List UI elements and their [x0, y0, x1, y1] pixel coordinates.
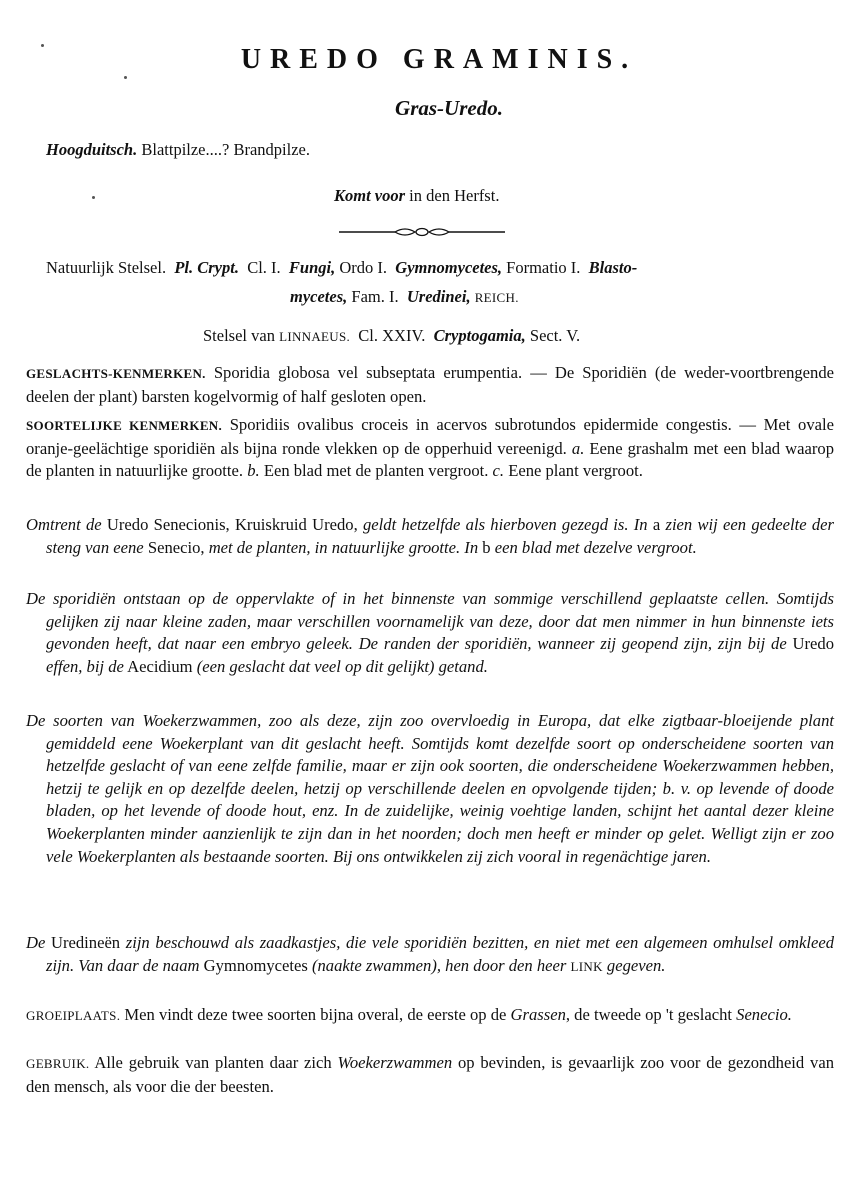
sporidien-paragraph	[26, 588, 834, 678]
groeiplaats-4: Senecio.	[736, 1005, 792, 1024]
omtrent-9: b	[482, 537, 491, 557]
groeiplaats-2: Grassen	[510, 1005, 566, 1024]
natuurlijk-mycetes: mycetes,	[290, 287, 348, 306]
omtrent-10: een blad met dezelve vergroot.	[494, 537, 697, 557]
gebruik-paragraph	[26, 1052, 834, 1098]
page-subtitle: Gras-Uredo.	[395, 96, 503, 120]
gebruik-3: op bevinden, is gevaarlijk zoo voor de gezondheid van den mensch, als voor die der beesten.	[26, 1053, 834, 1096]
soortelijke-a: a.	[571, 438, 585, 458]
natuurlijk-gymno: Gymnomycetes,	[395, 258, 503, 277]
hoogduitsch-text: Blattpilze....? Brandpilze.	[141, 140, 310, 159]
uredineen-1: De	[26, 933, 46, 952]
soortelijke-paragraph	[26, 414, 834, 483]
uredineen-2: Uredineën	[51, 933, 121, 952]
soortelijke-text-2: Eene grashalm met een blad waarop de planten in natuurlijke grootte.	[26, 438, 834, 481]
sporidien-5: (een geslacht dat veel op dit gelijkt) getand.	[196, 656, 488, 676]
natuurlijk-cl: Cl. I.	[247, 258, 281, 277]
soorten-paragraph: De soorten van Woekerzwammen, zoo als deze, zijn zoo overvloedig in Europa, dat elke zigtbaar-bloeijende plant gemiddeld eene Woekerplant van dit geslacht heeft. Somtijds komt dezelfde soort op onderscheidene soorten van hetzelfde geslacht of van eene zelfde familie, maar er zijn ook soorten, die onderscheidene Woekerzwammen hebben, hetzij te gelijk en op dezelfde deelen, hetzij op verschillende deelen en opvolgende tijden; b. v. op levende of doode bladen, op het levende of doode hout, enz. In de zuidelijke, weinig voehtige landen, schijnt het aantal dezer kleine Woekerplanten minder aanzienlijk te zijn dan in het noorden; doch men heeft er minder op gelet. Welligt zijn er zoo vele Woekerplanten als bestaande soorten. Bij ons ontwikkelen zij zich vooral in regenächtige jaren.	[26, 711, 834, 866]
linnaeus-label: Stelsel van	[203, 326, 275, 345]
uredineen-5: (naakte zwammen), hen door den heer	[311, 955, 567, 975]
hoogduitsch-label: Hoogduitsch.	[46, 140, 138, 159]
linnaeus-cl: Cl. XXIV.	[358, 326, 426, 345]
soortelijke-text-3: Een blad met de planten vergroot.	[263, 461, 489, 481]
hoogduitsch-line	[46, 140, 310, 160]
uredineen-paragraph	[26, 932, 834, 978]
linnaeus-name: LINNAEUS.	[279, 329, 351, 344]
omtrent-6: zien wij een gedeelte der steng van eene	[46, 515, 834, 557]
soortelijke-text-1: Sporidiis ovalibus croceis in acervos subrotundos epidermide congestis. — Met ovale oranje-geelächtige sporidiën als bijna ronde vlekken op de opperhuid vereenigd.	[26, 415, 834, 458]
natuurlijk-line-1	[46, 258, 637, 278]
sporidien-4: Aecidium	[127, 656, 193, 676]
sporidien-3: effen, bij de	[46, 656, 124, 676]
soortelijke-text-4: Eene plant vergroot.	[508, 461, 643, 481]
gebruik-2: Woekerzwammen	[337, 1053, 453, 1072]
page-title: UREDO GRAMINIS.	[240, 44, 638, 75]
natuurlijk-uredinei: Uredinei,	[406, 287, 471, 306]
natuurlijk-fam: Fam. I.	[351, 287, 399, 306]
ornament-divider	[339, 226, 505, 238]
uredineen-7: gegeven.	[606, 955, 666, 975]
groeiplaats-paragraph	[26, 1004, 834, 1028]
natuurlijk-fungi: Fungi,	[288, 258, 336, 277]
uredineen-3: zijn beschouwd als zaadkastjes, die vele sporidiën bezitten, en niet met een algemeen omhulsel omkleed zijn. Van daar de naam	[46, 933, 835, 975]
linnaeus-crypto: Cryptogamia,	[433, 326, 526, 345]
komt-voor-rest: in den Herfst.	[409, 186, 500, 205]
sporidien-1: De sporidiën ontstaan op de oppervlakte of in het binnenste van sommige verschillend geplaatste cellen. Somtijds gelijken zij naar kleine zaden, maar verschillen voornamelijk van deze, door dat men nimmer in hun binnenste iets gevonden heeft, dat naar een embryo geleek. De randen der sporidiën, wanneer zij geopend zijn, zijn bij de	[26, 589, 834, 654]
soortelijke-b: b.	[247, 461, 260, 481]
omtrent-5: a	[652, 515, 661, 534]
soortelijke-c: c.	[492, 461, 505, 481]
omtrent-3: Uredo Senecionis, Kruiskruid Uredo,	[106, 515, 358, 534]
uredineen-4: Gymnomycetes	[203, 955, 308, 975]
omtrent-1: Omtrent	[26, 515, 81, 534]
speck	[92, 196, 95, 199]
omtrent-8: met de planten, in natuurlijke grootte. In	[208, 537, 479, 557]
komt-voor-line	[334, 186, 499, 206]
natuurlijk-ordo: Ordo I.	[339, 258, 388, 277]
gebruik-label: GEBRUIK.	[26, 1056, 90, 1071]
geslachts-text: Sporidia globosa vel subseptata erumpentia. — De Sporidiën (de weder-voortbrengende deelen der plant) barsten kogelvormig of half gesloten open.	[26, 363, 834, 406]
speck	[124, 76, 127, 79]
groeiplaats-3: , de tweede op 't geslacht	[565, 1005, 732, 1024]
sporidien-2: Uredo	[792, 634, 834, 654]
groeiplaats-1: Men vindt deze twee soorten bijna overal, de eerste op de	[124, 1005, 507, 1024]
groeiplaats-label: GROEIPLAATS.	[26, 1008, 121, 1023]
komt-voor-italic: Komt voor	[334, 186, 406, 205]
omtrent-paragraph	[6, 514, 834, 559]
natuurlijk-label: Natuurlijk Stelsel.	[46, 258, 167, 277]
soortelijke-label: SOORTELIJKE KENMERKEN.	[26, 418, 223, 433]
natuurlijk-pl: Pl. Crypt.	[174, 258, 239, 277]
uredineen-6: LINK	[570, 958, 603, 974]
natuurlijk-formatio: Formatio I.	[506, 258, 581, 277]
gebruik-1: Alle gebruik van planten daar zich	[94, 1053, 332, 1072]
geslachts-label: GESLACHTS-KENMERKEN.	[26, 366, 206, 381]
natuurlijk-blasto: Blasto-	[588, 258, 638, 277]
linnaeus-sect: Sect. V.	[529, 326, 581, 345]
omtrent-4: geldt hetzelfde als hierboven gezegd is. In	[363, 515, 648, 534]
natuurlijk-line-2	[290, 287, 519, 307]
linnaeus-line	[203, 326, 580, 346]
natuurlijk-reich: REICH.	[474, 290, 519, 305]
geslachts-paragraph	[26, 362, 834, 408]
omtrent-7: Senecio,	[147, 537, 205, 557]
omtrent-2: de	[85, 515, 102, 534]
